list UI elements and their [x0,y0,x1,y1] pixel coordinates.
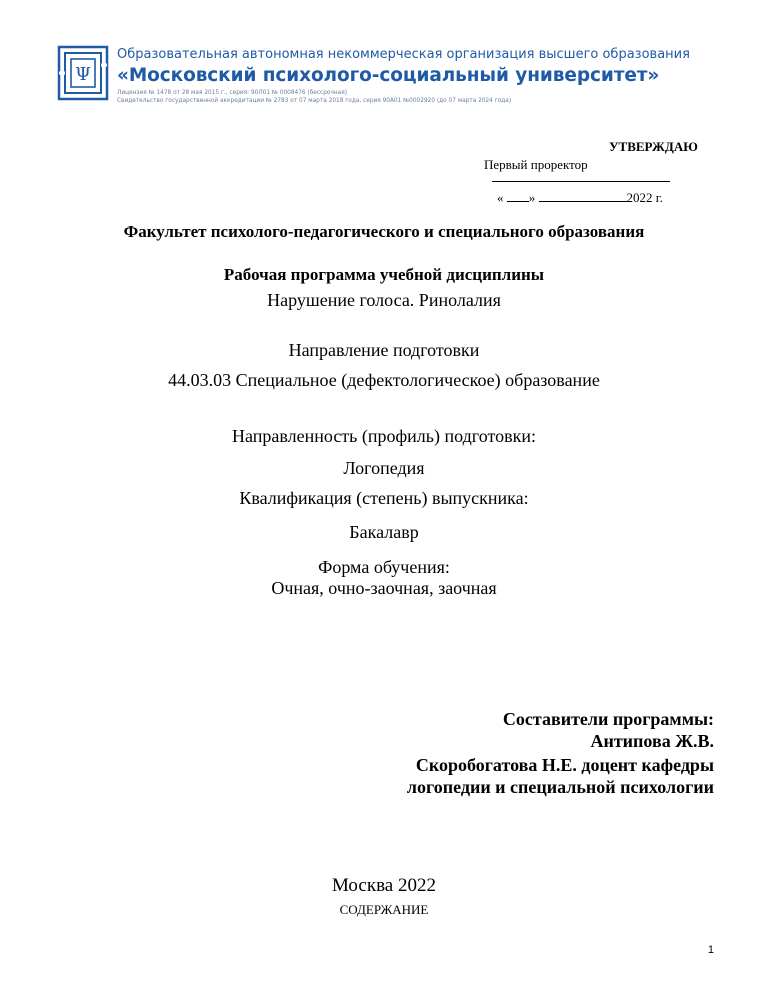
authors-title: Составители программы: [502,709,714,729]
signature-line [492,181,670,182]
author-2-department: логопедии и специальной психологии [406,777,714,797]
profile-label: Направленность (профиль) подготовки: [232,426,536,446]
approval-title: УТВЕРЖДАЮ [609,139,698,154]
header-university-name: «Московский психолого-социальный университет» [117,65,660,86]
header-org-type: Образовательная автономная некоммерческая организация высшего образования [117,47,690,62]
date-close-quote: » [528,190,536,205]
author-2: Скоробогатова Н.Е. доцент кафедры [415,755,714,775]
approval-role: Первый проректор [484,157,588,172]
date-open-quote: « [497,190,504,205]
date-day-blank [507,189,529,202]
profile-value: Логопедия [343,458,425,478]
faculty-name: Факультет психолого-педагогического и специального образования [123,222,645,241]
discipline-name: Нарушение голоса. Ринолалия [267,290,501,310]
study-form-value: Очная, очно-заочная, заочная [271,578,497,598]
contents-heading: СОДЕРЖАНИЕ [339,902,429,917]
direction-label: Направление подготовки [288,340,480,360]
study-form-label: Форма обучения: [318,557,450,577]
date-month-blank [539,189,627,202]
svg-text:Ψ: Ψ [75,64,91,85]
program-title: Рабочая программа учебной дисциплины [223,265,545,284]
qualification-value: Бакалавр [349,522,419,542]
approval-date [497,189,663,206]
city-year: Москва 2022 [332,875,436,896]
university-logo-icon [57,45,109,101]
author-1: Антипова Ж.В. [590,731,714,751]
date-year: 2022 г. [626,190,663,205]
page-number: 1 [707,944,714,956]
header-accreditation: Свидетельство государственной аккредитации № 2783 от 07 марта 2018 года, серия 90А01 №0002920 (до 07 марта 2024 года) [117,98,512,104]
qualification-label: Квалификация (степень) выпускника: [239,488,529,508]
header-license: Лицензия № 1478 от 28 мая 2015 г., серия: 90Л01 № 0008476 (бессрочная) [117,90,347,96]
direction-value: 44.03.03 Специальное (дефектологическое) образование [168,370,600,390]
